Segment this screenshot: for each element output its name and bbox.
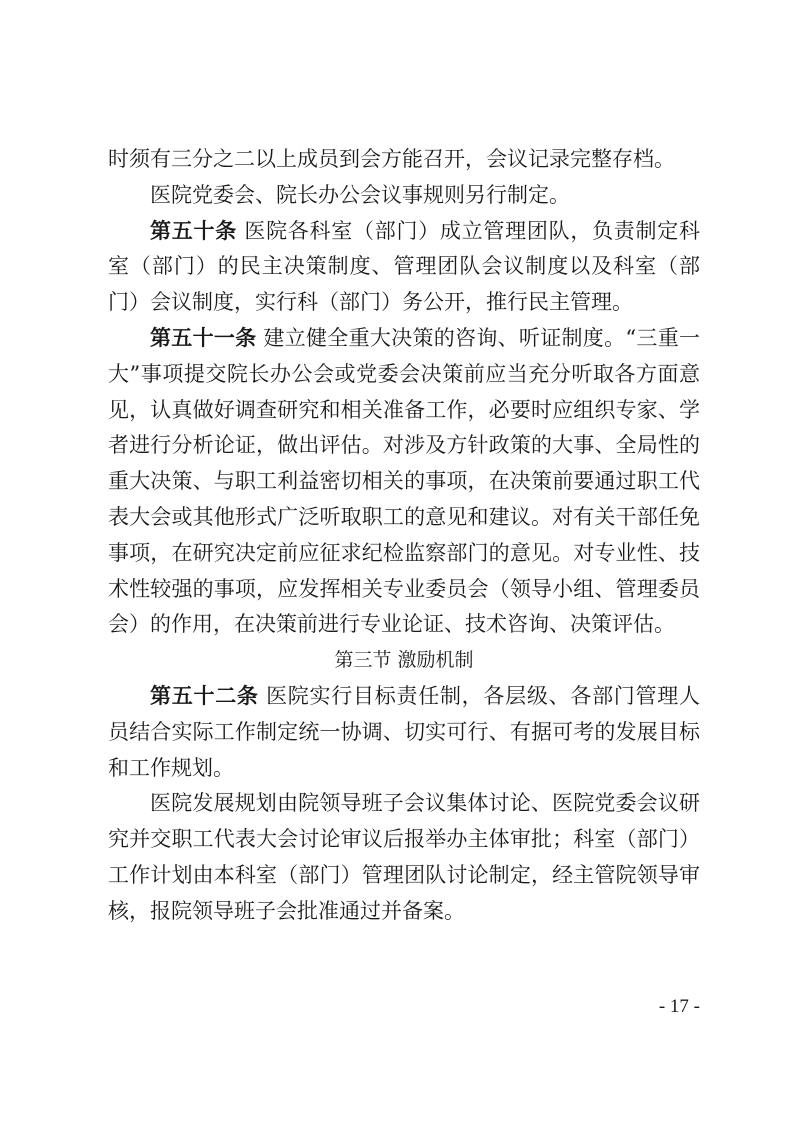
- paragraph-development-plan: [108, 786, 700, 929]
- page-number: - 17 -: [658, 996, 700, 1017]
- article-label: 第五十条: [150, 218, 237, 243]
- article-label: 第五十一条: [150, 325, 257, 350]
- section-heading: 第三节 激励机制: [334, 649, 474, 672]
- document-body: [108, 142, 700, 930]
- paragraph-text: 医院党委会、院长办公会议事规则另行制定。: [150, 182, 570, 207]
- article-text: 医院各科室（部门）成立管理团队，负责制定科室（部门）的民主决策制度、管理团队会议制度以及科室（部门）会议制度，实行科（部门）务公开，推行民主管理。: [108, 218, 700, 315]
- paragraph-text: 医院发展规划由院领导班子会议集体讨论、医院党委会议研究并交职工代表大会讨论审议后报举办主体审批；科室（部门）工作计划由本科室（部门）管理团队讨论制定，经主管院领导审核，报院领导班子会批准通过并备案。: [108, 791, 700, 923]
- article-51: [108, 321, 700, 643]
- paragraph-text: 时须有三分之二以上成员到会方能召开，会议记录完整存档。: [108, 147, 675, 171]
- article-52: [108, 679, 700, 786]
- article-text: 建立健全重大决策的咨询、听证制度。“三重一大”事项提交院长办公会或党委会决策前应当充分听取各方面意见，认真做好调查研究和相关准备工作，必要时应组织专家、学者进行分析论证，做出评估。对涉及方针政策的大事、全局性的重大决策、与职工利益密切相关的事项，在决策前要通过职工代表大会或其他形式广泛听取职工的意见和建议。对有关干部任免事项，在研究决定前应征求纪检监察部门的意见。对专业性、技术性较强的事项，应发挥相关专业委员会（领导小组、管理委员会）的作用，在决策前进行专业论证、技术咨询、决策评估。: [108, 325, 700, 637]
- article-text: 医院实行目标责任制，各层级、各部门管理人员结合实际工作制定统一协调、切实可行、有据可考的发展目标和工作规划。: [108, 683, 700, 780]
- paragraph-party-rules: [108, 178, 700, 214]
- paragraph-continuation: [108, 142, 700, 178]
- article-50: [108, 214, 700, 321]
- article-label: 第五十二条: [150, 683, 259, 708]
